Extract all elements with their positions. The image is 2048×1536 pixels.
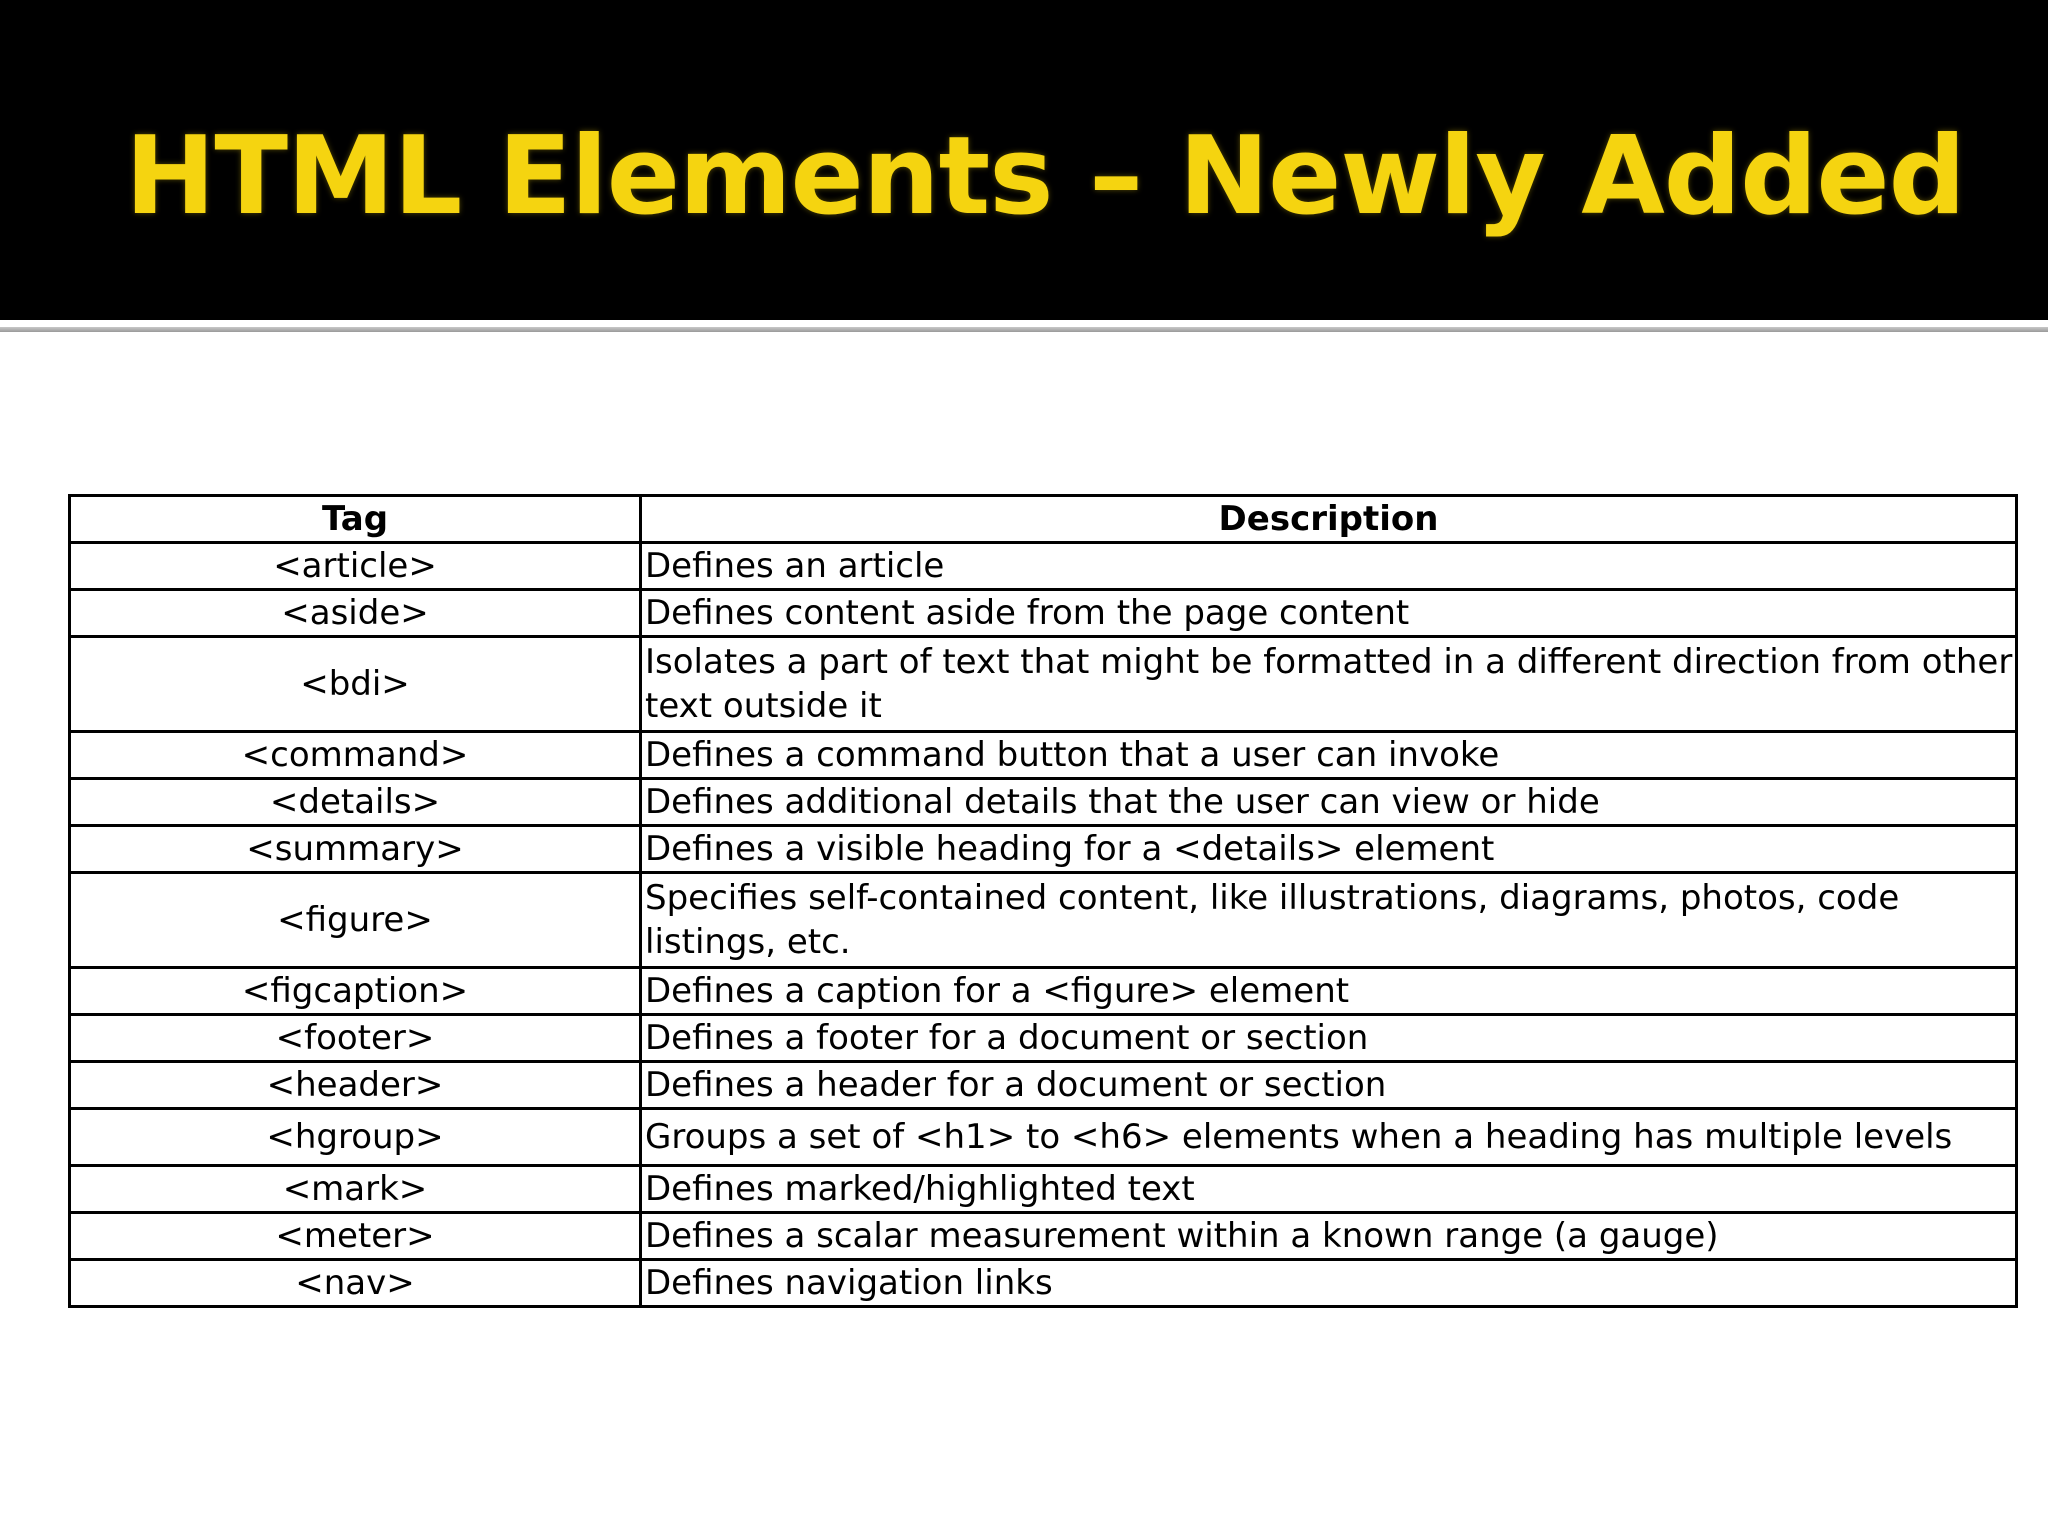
tag-cell: <figure> xyxy=(70,873,641,968)
description-cell: Defines a visible heading for a <details> element xyxy=(641,826,2017,873)
description-cell: Specifies self-contained content, like illustrations, diagrams, photos, code listings, etc. xyxy=(641,873,2017,968)
tag-cell: <details> xyxy=(70,779,641,826)
description-cell: Isolates a part of text that might be formatted in a different direction from other text outside it xyxy=(641,637,2017,732)
table-row xyxy=(70,873,2017,968)
description-cell: Defines a command button that a user can invoke xyxy=(641,732,2017,779)
slide-title: HTML Elements – Newly Added xyxy=(125,114,1965,239)
tag-cell: <nav> xyxy=(70,1260,641,1307)
table-row xyxy=(70,543,2017,590)
table-row xyxy=(70,968,2017,1015)
tag-cell: <summary> xyxy=(70,826,641,873)
tag-cell: <footer> xyxy=(70,1015,641,1062)
description-cell: Defines a footer for a document or section xyxy=(641,1015,2017,1062)
table-row xyxy=(70,1109,2017,1166)
description-cell: Defines navigation links xyxy=(641,1260,2017,1307)
tag-cell: <command> xyxy=(70,732,641,779)
description-cell: Defines a caption for a <figure> element xyxy=(641,968,2017,1015)
table-row xyxy=(70,1015,2017,1062)
tag-cell: <meter> xyxy=(70,1213,641,1260)
description-cell: Defines additional details that the user can view or hide xyxy=(641,779,2017,826)
table-row xyxy=(70,732,2017,779)
tag-cell: <hgroup> xyxy=(70,1109,641,1166)
description-cell: Defines an article xyxy=(641,543,2017,590)
table-row xyxy=(70,826,2017,873)
table-row xyxy=(70,1166,2017,1213)
tag-cell: <header> xyxy=(70,1062,641,1109)
table-header-row xyxy=(70,496,2017,543)
description-cell: Defines content aside from the page content xyxy=(641,590,2017,637)
description-cell: Groups a set of <h1> to <h6> elements when a heading has multiple levels xyxy=(641,1109,2017,1166)
tag-cell: <article> xyxy=(70,543,641,590)
description-cell: Defines marked/highlighted text xyxy=(641,1166,2017,1213)
table-row xyxy=(70,779,2017,826)
title-divider xyxy=(0,327,2048,332)
table-row xyxy=(70,637,2017,732)
table-row xyxy=(70,1260,2017,1307)
tags-table xyxy=(68,494,2018,1308)
tag-cell: <mark> xyxy=(70,1166,641,1213)
header-description: Description xyxy=(641,496,2017,543)
description-cell: Defines a scalar measurement within a known range (a gauge) xyxy=(641,1213,2017,1260)
tag-cell: <bdi> xyxy=(70,637,641,732)
tag-cell: <figcaption> xyxy=(70,968,641,1015)
description-cell: Defines a header for a document or section xyxy=(641,1062,2017,1109)
tag-cell: <aside> xyxy=(70,590,641,637)
title-bar xyxy=(0,0,2048,320)
header-tag: Tag xyxy=(70,496,641,543)
table-row xyxy=(70,1213,2017,1260)
table-row xyxy=(70,1062,2017,1109)
table-row xyxy=(70,590,2017,637)
